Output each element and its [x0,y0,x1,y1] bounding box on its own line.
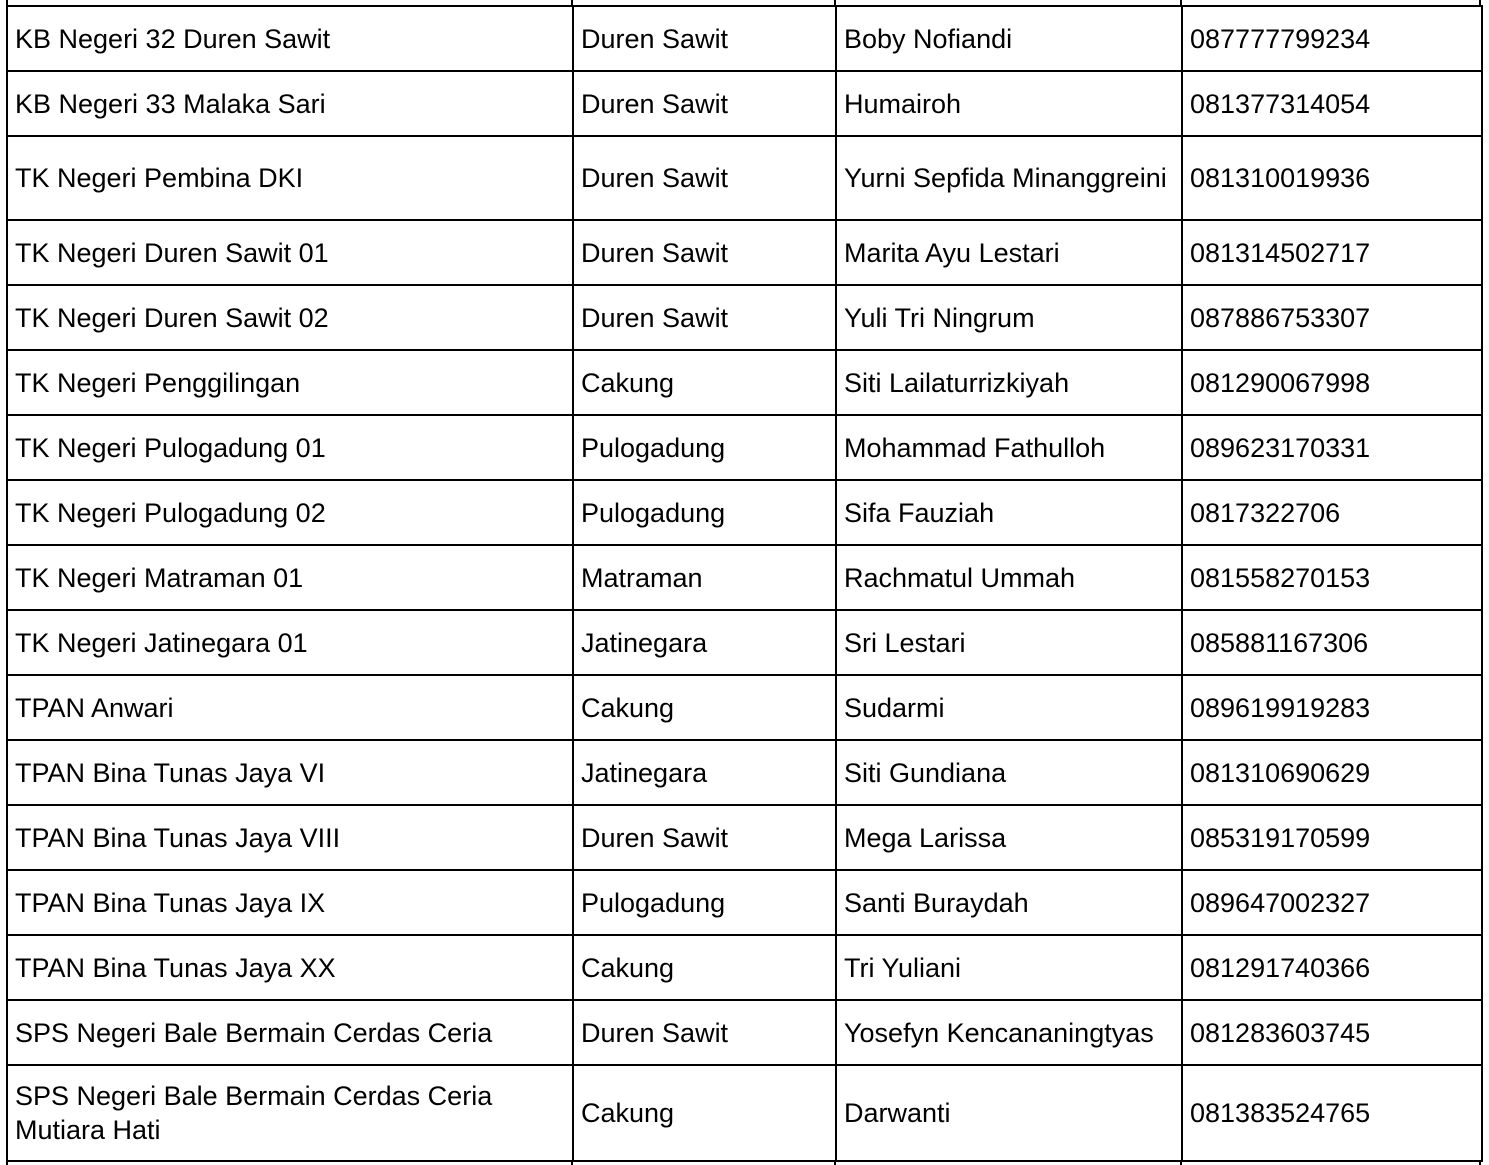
phone-cell[interactable]: 089623170331 [1182,415,1482,480]
contact-name-cell[interactable]: Siti Gundiana [836,740,1182,805]
district-cell[interactable]: Duren Sawit [573,71,836,136]
phone-cell[interactable]: 087777799234 [1182,6,1482,71]
contact-name-cell[interactable]: Sudarmi [836,675,1182,740]
phone-cell[interactable]: 085881167306 [1182,610,1482,675]
contact-name-cell[interactable]: Sri Lestari [836,610,1182,675]
table-row [7,740,1482,805]
school-name-cell[interactable]: KB Negeri 33 Malaka Sari [7,71,573,136]
contact-name-cell[interactable]: Yuli Tri Ningrum [836,285,1182,350]
contact-name-cell[interactable]: Yosefyn Kencananingtyas [836,1000,1182,1065]
district-cell[interactable]: Cakung [573,1065,836,1161]
contact-name-cell[interactable]: Boby Nofiandi [836,6,1182,71]
district-cell[interactable]: Pulogadung [573,870,836,935]
contact-name-cell[interactable]: Sifa Fauziah [836,480,1182,545]
district-cell[interactable]: Duren Sawit [573,1000,836,1065]
spreadsheet [6,5,1481,1162]
phone-cell[interactable]: 085319170599 [1182,805,1482,870]
contact-name-cell[interactable]: Darwanti [836,1065,1182,1161]
phone-cell[interactable]: 081383524765 [1182,1065,1482,1161]
district-cell[interactable]: Duren Sawit [573,136,836,220]
phone-cell[interactable]: 089619919283 [1182,675,1482,740]
table-row [7,6,1482,71]
school-name-cell[interactable]: TK Negeri Matraman 01 [7,545,573,610]
school-name-cell[interactable]: TPAN Bina Tunas Jaya IX [7,870,573,935]
contact-name-cell[interactable]: Humairoh [836,71,1182,136]
school-name-cell[interactable]: TK Negeri Penggilingan [7,350,573,415]
table-row [7,350,1482,415]
school-name-cell[interactable]: TK Negeri Duren Sawit 01 [7,220,573,285]
table-row [7,610,1482,675]
table-row [7,136,1482,220]
school-name-cell[interactable]: SPS Negeri Bale Bermain Cerdas Ceria Mutiara Hati [7,1065,573,1161]
phone-cell[interactable]: 081310690629 [1182,740,1482,805]
contact-name-cell[interactable]: Mega Larissa [836,805,1182,870]
bottom-edge-borders [6,1160,1481,1165]
contact-name-cell[interactable]: Marita Ayu Lestari [836,220,1182,285]
school-name-cell[interactable]: TPAN Bina Tunas Jaya VI [7,740,573,805]
phone-cell[interactable]: 081283603745 [1182,1000,1482,1065]
school-name-cell[interactable]: TPAN Bina Tunas Jaya VIII [7,805,573,870]
phone-cell[interactable]: 081377314054 [1182,71,1482,136]
school-name-cell[interactable]: TPAN Bina Tunas Jaya XX [7,935,573,1000]
table-row [7,480,1482,545]
district-cell[interactable]: Duren Sawit [573,6,836,71]
table-row [7,285,1482,350]
contact-name-cell[interactable]: Tri Yuliani [836,935,1182,1000]
table-row [7,1000,1482,1065]
contact-name-cell[interactable]: Santi Buraydah [836,870,1182,935]
phone-cell[interactable]: 081558270153 [1182,545,1482,610]
table-row [7,935,1482,1000]
school-name-cell[interactable]: TK Negeri Pulogadung 01 [7,415,573,480]
contact-name-cell[interactable]: Rachmatul Ummah [836,545,1182,610]
district-cell[interactable]: Jatinegara [573,610,836,675]
district-cell[interactable]: Jatinegara [573,740,836,805]
school-name-cell[interactable]: TK Negeri Jatinegara 01 [7,610,573,675]
district-cell[interactable]: Matraman [573,545,836,610]
district-cell[interactable]: Duren Sawit [573,285,836,350]
district-cell[interactable]: Cakung [573,350,836,415]
district-cell[interactable]: Pulogadung [573,480,836,545]
table-row [7,220,1482,285]
table-row [7,415,1482,480]
phone-cell[interactable]: 0817322706 [1182,480,1482,545]
school-contact-table [6,5,1483,1162]
phone-cell[interactable]: 081314502717 [1182,220,1482,285]
phone-cell[interactable]: 089647002327 [1182,870,1482,935]
phone-cell[interactable]: 081291740366 [1182,935,1482,1000]
table-row [7,545,1482,610]
table-row [7,71,1482,136]
phone-cell[interactable]: 087886753307 [1182,285,1482,350]
table-row [7,675,1482,740]
contact-name-cell[interactable]: Siti Lailaturrizkiyah [836,350,1182,415]
table-row [7,870,1482,935]
table-row [7,805,1482,870]
phone-cell[interactable]: 081310019936 [1182,136,1482,220]
district-cell[interactable]: Duren Sawit [573,220,836,285]
school-name-cell[interactable]: KB Negeri 32 Duren Sawit [7,6,573,71]
district-cell[interactable]: Duren Sawit [573,805,836,870]
school-name-cell[interactable]: SPS Negeri Bale Bermain Cerdas Ceria [7,1000,573,1065]
phone-cell[interactable]: 081290067998 [1182,350,1482,415]
school-name-cell[interactable]: TK Negeri Pembina DKI [7,136,573,220]
district-cell[interactable]: Cakung [573,675,836,740]
contact-name-cell[interactable]: Mohammad Fathulloh [836,415,1182,480]
contact-name-cell[interactable]: Yurni Sepfida Minanggreini [836,136,1182,220]
school-name-cell[interactable]: TK Negeri Pulogadung 02 [7,480,573,545]
table-row [7,1065,1482,1161]
district-cell[interactable]: Pulogadung [573,415,836,480]
school-name-cell[interactable]: TPAN Anwari [7,675,573,740]
district-cell[interactable]: Cakung [573,935,836,1000]
school-name-cell[interactable]: TK Negeri Duren Sawit 02 [7,285,573,350]
